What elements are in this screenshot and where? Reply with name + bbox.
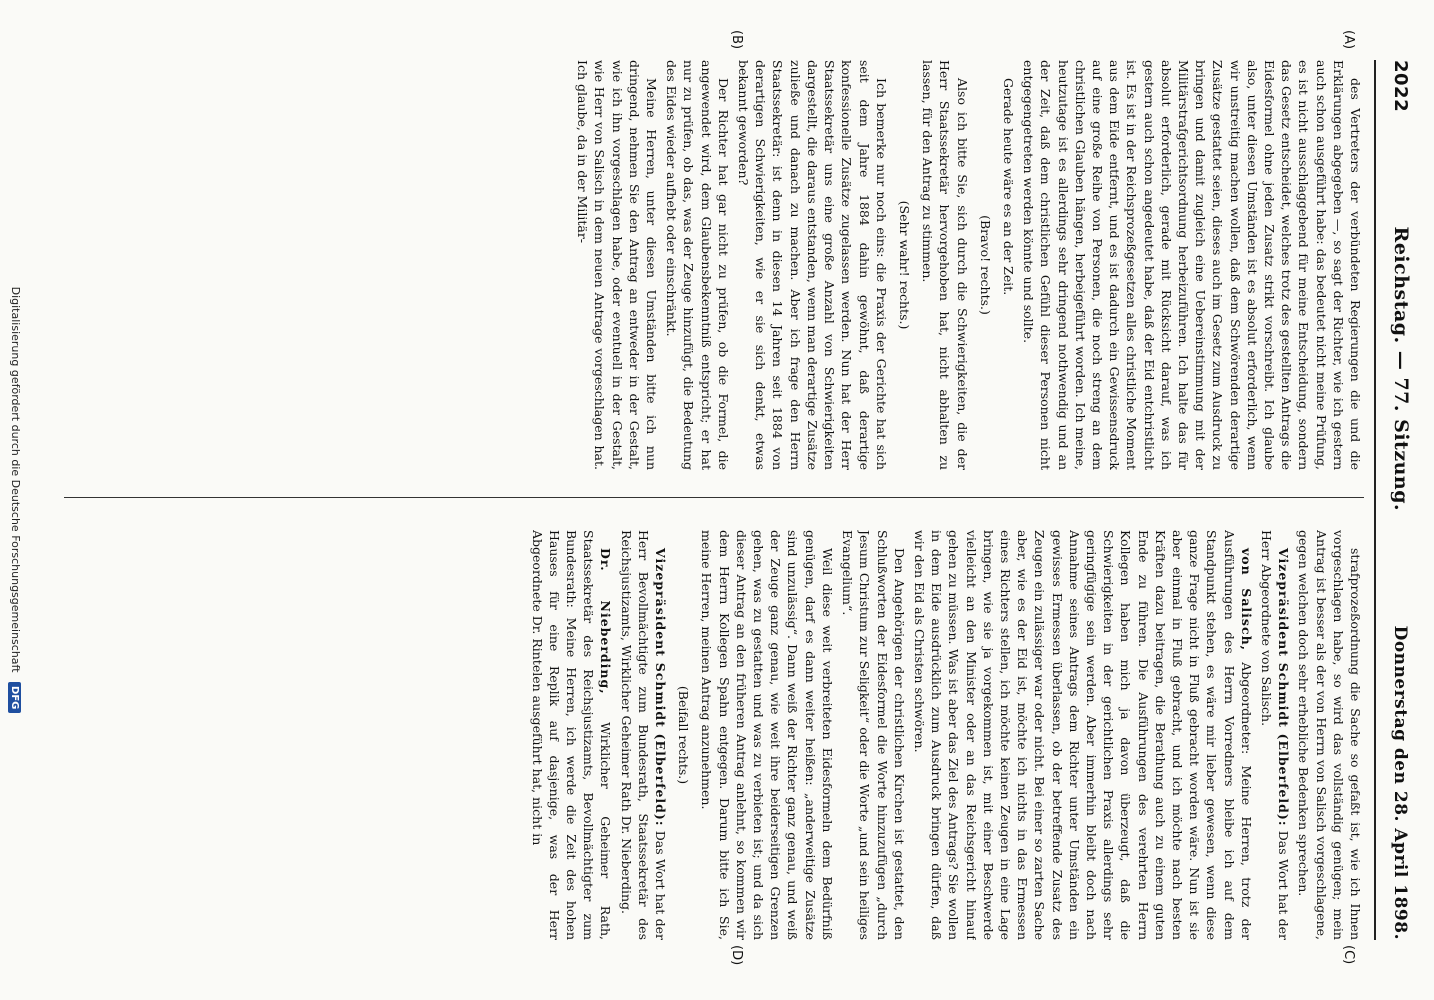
- paragraph: Meine Herren, unter diesen Umständen bitte ich nun dringend, nehmen Sie den Antrag an entweder in der Gestalt, wie ich ihn vorgeschlagen habe, oder eventuell in der Gestalt, wie Herr von Salisch in dem neuen Antrage vorgeschlagen hat. Ich glaube, da in der Militär-: [575, 60, 660, 470]
- speech-paragraph: [911, 530, 1255, 940]
- interjection: (Bravo! rechts.): [977, 215, 993, 315]
- speech-paragraph: [528, 530, 614, 940]
- running-title: Reichstag. — 77. Sitzung.: [1390, 226, 1412, 512]
- speech-text: Das Wort hat der Herr Abgeordnete von Salisch.: [1258, 530, 1292, 940]
- paragraph: Also ich bitte Sie, sich durch die Schwierigkeiten, die der Herr Staatssekretär hervorgehoben hat, nicht abhalten zu lassen, für den Antrag zu stimmen.: [920, 60, 970, 470]
- paragraph: Der Richter hat gar nicht zu prüfen, ob die Formel, die angewendet wird, dem Glaubensbekenntniß entspricht; er hat nur zu prüfen, ob das, was der Zeuge hinzufügt, die Bedeutung des Eides wieder aufhebt oder einschränkt.: [664, 60, 731, 470]
- margin-marker-b: (B): [729, 30, 744, 50]
- paragraph: Den Angehörigen der christlichen Kirchen ist gestattet, den Schlußworten der Eidesformel die Worte hinzuzufügen „durch Jesum Christum zur Seligkeit“ oder die Worte „und sein heiliges Evangelium“.: [840, 530, 907, 940]
- speech-text: Das Wort hat der Herr Bevollmächtigte zum Bundesrath, Staatssekretär des Reichsjustizamts, Wirklicher Geheimer Rath Dr. Nieberding.: [618, 530, 669, 940]
- credit-text: Digitalisierung gefördert durch die Deutsche Forschungsgemeinschaft: [9, 286, 22, 673]
- session-date: Donnerstag den 28. April 1898.: [1390, 625, 1410, 940]
- margin-marker-c: (C): [1341, 945, 1356, 965]
- page-header: [1378, 60, 1412, 940]
- paragraph: strafprozeßordnung die Sache so gefaßt ist, wie ich Ihnen vorgeschlagen habe, so wird das vollständig genügen; mein Antrag ist besser als der von Herrn von Salisch vorgeschlagene, gegen welchen doch sehr erhebliche Bedenken sprechen.: [1296, 530, 1363, 940]
- speaker-name: Vizepräsident Schmidt (Elberfeld):: [1276, 548, 1292, 827]
- speaker-name: Dr. Nieberding,: [598, 548, 614, 695]
- speech-paragraph: [617, 530, 669, 940]
- paragraph: Ich bemerke nur noch eins: die Praxis der Gerichte hat sich seit dem Jahre 1884 dahin gewöhnt, daß derartige konfessionelle Zusätze zugelassen werden. Nun hat der Herr Staatssekretär uns eine große Anzahl von Schwierigkeiten dargestellt, die daraus entstanden, wenn man derartige Zusätze zuließe und danach zu machen. Aber ich frage den Herrn Staatssekretär: ist denn in diesen 14 Jahren seit 1884 von derartigen Schwierigkeiten, wie er sie sich denkt, etwas bekannt geworden?: [736, 60, 889, 470]
- speech-text: Abgeordneter: Meine Herren, trotz der Ausführungen des Herrn Vorredners bleibe ich auf dem Standpunkt stehen, es wäre mir lieber gewesen, wenn diese ganze Frage nicht in Fluß gebracht worden wäre. Nun ist sie aber einmal in Fluß gebracht, und ich möchte nach besten Kräften dazu beitragen, die Berathung auch zu einem guten Ende zu führen. Die Ausführungen des verehrten Herrn Kollegen haben mich ja davon überzeugt, daß die Schwierigkeiten in der gerichtlichen Praxis allerdings sehr geringfügige sein werden. Aber immerhin bleibt doch nach Annahme seines Antrags dem Richter unter Umständen ein gewisses Ermessen überlassen, ob der betreffende Zusatz des Zeugen ein zulässiger war oder nicht. Bei einer so zarten Sache aber, wie es der Eid ist, möchte ich nichts in das Ermessen eines Richters stellen, ich möchte keinen Zeugen in eine Lage bringen, wie sie ja vorgekommen ist, mit einer Beschwerde vielleicht an den Minister oder an das Reichsgericht hinauf gehen zu müssen. Was ist aber das Ziel des Antrags? Sie wollen in dem Eide ausdrücklich zum Ausdruck bringen dürfen, daß wir den Eid als Christen schwören.: [911, 530, 1254, 940]
- page-number: 2022: [1390, 60, 1411, 113]
- margin-marker-d: (D): [729, 945, 744, 966]
- header-rule: [1374, 60, 1376, 940]
- digitization-credit: [8, 0, 22, 1000]
- speech-text: Wirklicher Geheimer Rath, Staatssekretär des Reichsjustizamts, Bevollmächtigter zum Bundesrath: Meine Herren, ich werde die Zeit des hohen Hauses für eine Replik auf dasjenige, was der Herr Abgeordnete Dr. Rintelen ausgeführt hat, nicht in: [529, 530, 614, 940]
- right-column: [64, 530, 1364, 940]
- speaker-name: Vizepräsident Schmidt (Elberfeld):: [653, 548, 669, 827]
- margin-marker-a: (A): [1341, 30, 1356, 50]
- paragraph: Weil diese weit verbreiteten Eidesformeln dem Bedürfniß genügen, darf es dann weiter heißen: „anderweitige Zusätze sind unzulässig“. Dann weiß der Richter ganz genau, und weiß der Zeuge ganz genau, wie weit ihre beiderseitigen Grenzen gehen, was zu gestatten und was zu verbieten ist; und da sich dieser Antrag an den früheren Antrag anlehnt, so kommen wir dem Herrn Kollegen Spahn entgegen. Darum bitte ich Sie, meine Herren, meinen Antrag anzunehmen.: [699, 530, 835, 940]
- dfg-logo: DFG: [8, 682, 21, 713]
- left-column: [64, 60, 1364, 470]
- speaker-name: von Salisch,: [1238, 548, 1254, 652]
- paragraph: Gerade heute wäre es an der Zeit.: [1000, 78, 1016, 296]
- paragraph: des Vertreters der verbündeten Regierungen die und die Erklärungen abgegeben —, so sagt der Richter, wie ich gestern auch schon ausgeführt habe: das bedeutet nicht meine Prüfung, es ist nicht ausschlaggebend für meine Entscheidung, sondern das Gesetz entscheidet, welches trotz des gestellten Antrags die Eidesformel ohne jeden Zusatz strikt vorschreibt. Ich glaube also, unter diesen Umständen ist es absolut erforderlich, wenn wir unstreitig machen wollen, daß dem Schwörenden derartige Zusätze gestattet seien, dieses auch im Gesetz zum Ausdruck zu bringen und damit zugleich eine Uebereinstimmung mit der Militärstrafgerichtsordnung herbeizuführen. Ich halte das für absolut erforderlich, gerade mit Rücksicht darauf, was ich gestern auch schon angedeutet habe, daß der Eid entchristlicht ist. Es ist in der Reichsprozeßgesetzen alles christliche Moment aus dem Eide entfernt, und es ist dadurch ein Gewissensdruck auf eine große Reihe von Personen, die noch streng an dem christlichen Glauben hängen, herbeigeführt worden. Ich meine, heutzutage ist es allerdings sehr dringend nothwendig und an der Zeit, daß dem christlichen Gefühl dieser Personen nicht entgegengetreten werden könnte und sollte.: [1021, 60, 1363, 470]
- speech-paragraph: [1258, 530, 1292, 940]
- column-divider: [64, 497, 1364, 498]
- interjection: (Beifall rechts.): [676, 685, 692, 785]
- interjection: (Sehr wahr! rechts.): [896, 200, 912, 330]
